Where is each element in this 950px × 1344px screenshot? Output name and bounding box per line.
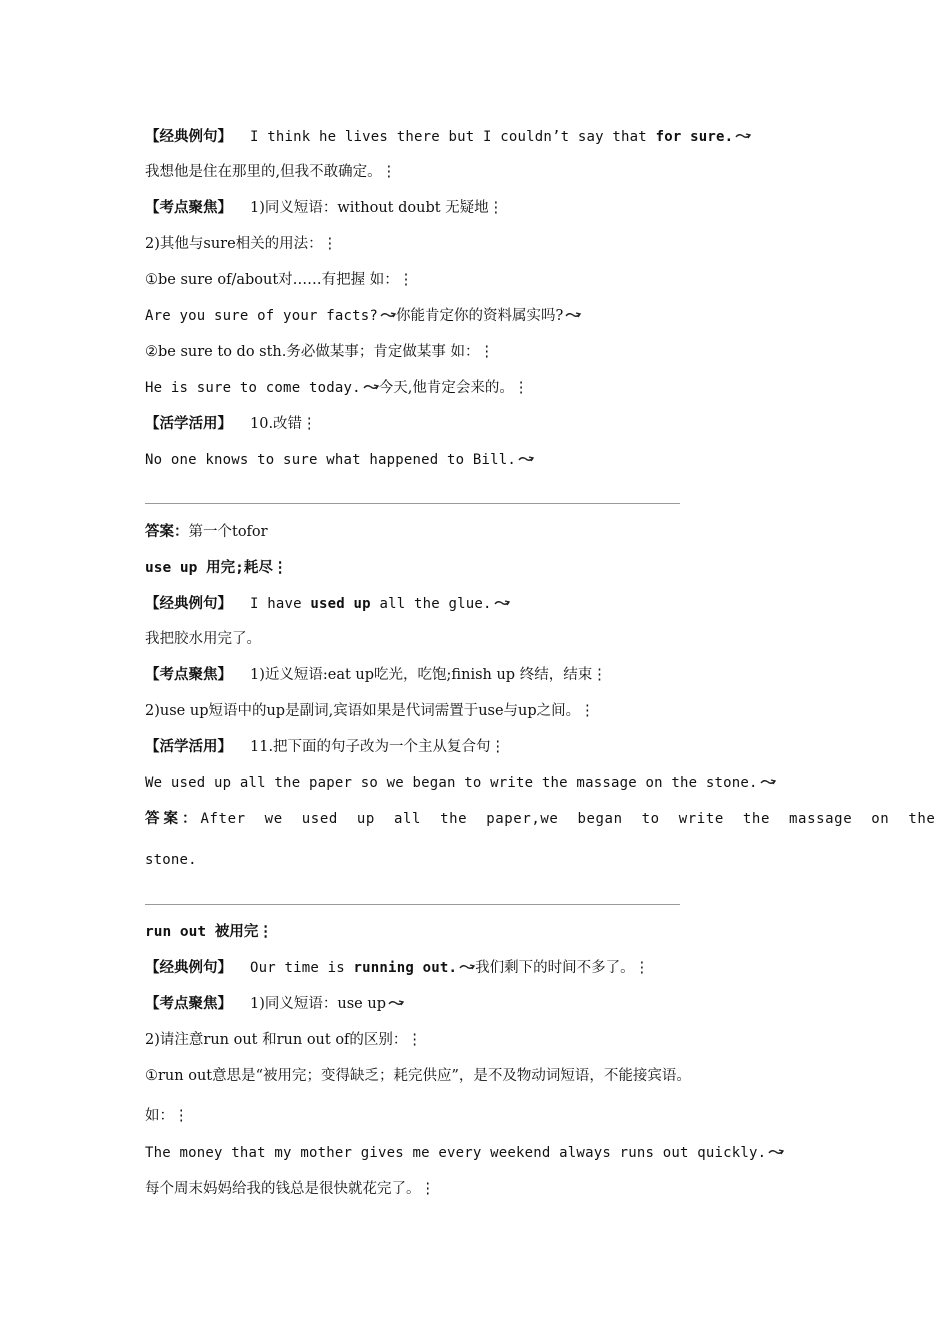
focus-tag: 【考点聚焦】 [145,996,232,1012]
focus-example-cn: 每个周末妈妈给我的钱总是很快就花完了。⋮ [145,1181,435,1197]
practice-text: 11.把下面的句子改为一个主从复合句⋮ [250,739,506,755]
focus-text: ②be sure to do sth.务必做某事；肯定做某事 如：⋮ [145,344,494,360]
divider [145,503,680,504]
example-translation: 我把胶水用完了。 [145,631,261,647]
answer-line [145,522,268,542]
answer-text: After we used up all the paper,we began to write the massage on the [200,811,936,827]
arrow-mark-icon [768,1148,784,1158]
arrow-mark-icon [388,999,404,1009]
focus-text: 1)近义短语:eat up吃光，吃饱;finish up 终结，结束⋮ [250,667,607,683]
practice-sentence [145,450,534,470]
example-bold-phrase: used up [310,596,371,612]
focus-text: 如：⋮ [145,1108,189,1124]
answer-label: 答案： [145,524,189,540]
focus-example-en: He is sure to come today. [145,380,361,396]
divider [145,904,680,905]
practice-line [145,737,505,757]
arrow-mark-icon [363,383,379,393]
practice-tag: 【活学活用】 [145,739,232,755]
arrow-mark-icon [565,311,581,321]
answer-text: 第一个tofor [188,524,268,540]
section-heading: use up 用完;耗尽⋮ [145,560,288,576]
arrow-mark-icon [518,455,534,465]
focus-text: ①run out意思是“被用完；变得缺乏；耗完供应”，是不及物动词短语，不能接宾语。 [145,1068,691,1084]
example-text: I have [250,596,311,612]
example-translation: 我想他是住在那里的,但我不敢确定。⋮ [145,164,397,180]
example-line [145,594,510,614]
focus-example-en: The money that my mother gives me every weekend always runs out quickly. [145,1145,767,1161]
arrow-mark-icon [494,599,510,609]
example-line [145,958,649,978]
practice-sentence-text: We used up all the paper so we began to write the massage on the stone. [145,775,758,791]
practice-text: 10.改错⋮ [250,416,317,432]
practice-sentence [145,773,776,793]
example-text: all the glue. [370,596,492,612]
focus-text: 2)其他与sure相关的用法：⋮ [145,236,338,252]
focus-example [145,306,581,326]
example-tag: 【经典例句】 [145,129,232,145]
section-heading: run out 被用完⋮ [145,924,273,940]
focus-tag: 【考点聚焦】 [145,200,232,216]
answer-text-continued: stone. [145,852,197,868]
focus-text: 1)同义短语：without doubt 无疑地⋮ [250,200,504,216]
example-line [145,127,751,147]
focus-text: 2)use up短语中的up是副词,宾语如果是代词需置于use与up之间。⋮ [145,703,595,719]
focus-text: 2)请注意run out 和run out of的区别：⋮ [145,1032,422,1048]
focus-example [145,378,528,398]
focus-text: ①be sure of/about对……有把握 如：⋮ [145,272,414,288]
arrow-mark-icon [459,963,475,973]
example-translation: 我们剩下的时间不多了。⋮ [475,960,650,976]
focus-line [145,665,607,685]
example-bold-phrase: for sure. [655,129,734,145]
example-text: Our time is [250,960,354,976]
focus-example-cn: 你能肯定你的资料属实吗? [395,308,564,324]
answer-label: 答案： [145,811,201,827]
focus-text: 1)同义短语：use up [250,996,386,1012]
practice-tag: 【活学活用】 [145,416,232,432]
example-tag: 【经典例句】 [145,960,232,976]
answer-line [145,809,936,829]
practice-sentence-text: No one knows to sure what happened to Bill. [145,452,517,468]
arrow-mark-icon [735,132,751,142]
focus-line [145,994,404,1014]
example-tag: 【经典例句】 [145,596,232,612]
focus-line [145,198,503,218]
arrow-mark-icon [380,311,396,321]
focus-example [145,1143,784,1163]
practice-line [145,414,317,434]
focus-example-cn: 今天,他肯定会来的。⋮ [378,380,529,396]
arrow-mark-icon [760,778,776,788]
example-bold-phrase: running out. [353,960,458,976]
example-text: I think he lives there but I couldn’t say that [250,129,656,145]
focus-example-en: Are you sure of your facts? [145,308,378,324]
focus-tag: 【考点聚焦】 [145,667,232,683]
